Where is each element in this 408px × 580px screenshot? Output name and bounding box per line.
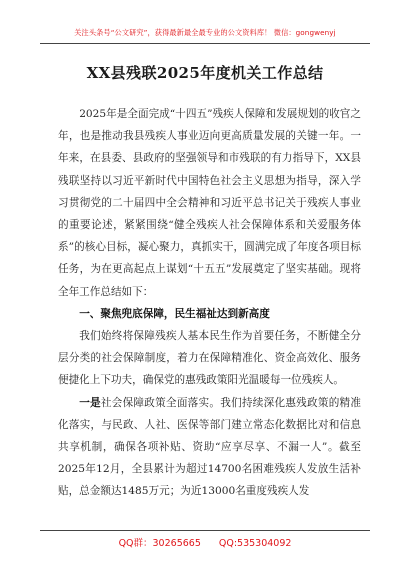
section-heading: 一、聚焦兜底保障，民生福祉达到新高度	[79, 307, 270, 320]
footer-qq-group: QQ群：30265665	[118, 538, 201, 549]
item-lead: 一是	[79, 396, 101, 409]
header-banner: 关注头条号“公文研究”，获得最新最全最专业的公文资料库！ 微信：gongwenyj	[74, 28, 336, 37]
section-paragraph: 我们始终将保障残疾人基本民生作为首要任务，不断健全分层分类的社会保障制度，着力在保障精准化、资金高效化、服务便捷化上下功夫，确保党的惠残政策阳光温暖每一位残疾人。	[58, 330, 361, 387]
header-divider	[40, 43, 370, 44]
footer-qq: QQ:535304092	[218, 538, 292, 549]
document-body	[58, 103, 361, 503]
item-text: 社会保障政策全面落实。我们持续深化惠残政策的精准化落实，与民政、人社、医保等部门建立常态化数据比对和信息共享机制，确保各项补贴、资助“应享尽享、不漏一人”。截至2025年12月，全县累计为超过14700名困难残疾人发放生活补贴，总金额达1485万元；为近13000名重度残疾人发	[58, 396, 362, 498]
document-title: XX县残联2025年度机关工作总结	[86, 64, 324, 82]
footer-divider	[40, 530, 370, 531]
list-item-paragraph	[58, 392, 361, 503]
footer-contact	[40, 535, 370, 549]
intro-paragraph: 2025年是全面完成“十四五”残疾人保障和发展规划的收官之年，也是推动我县残疾人事业迈向更高质量发展的关键一年。一年来，在县委、县政府的坚强领导和市残联的有力指导下，XX县残联坚持以习近平新时代中国特色社会主义思想为指导，深入学习贯彻党的二十届四中全会精神和习近平总书记关于残疾人事业的重要论述，紧紧围绕“健全残疾人社会保障体系和关爱服务体系”的核心目标，凝心聚力，真抓实干，圆满完成了年度各项目标任务，为在更高起点上谋划“十五五”发展奠定了坚实基础。现将全年工作总结如下：	[58, 108, 361, 298]
